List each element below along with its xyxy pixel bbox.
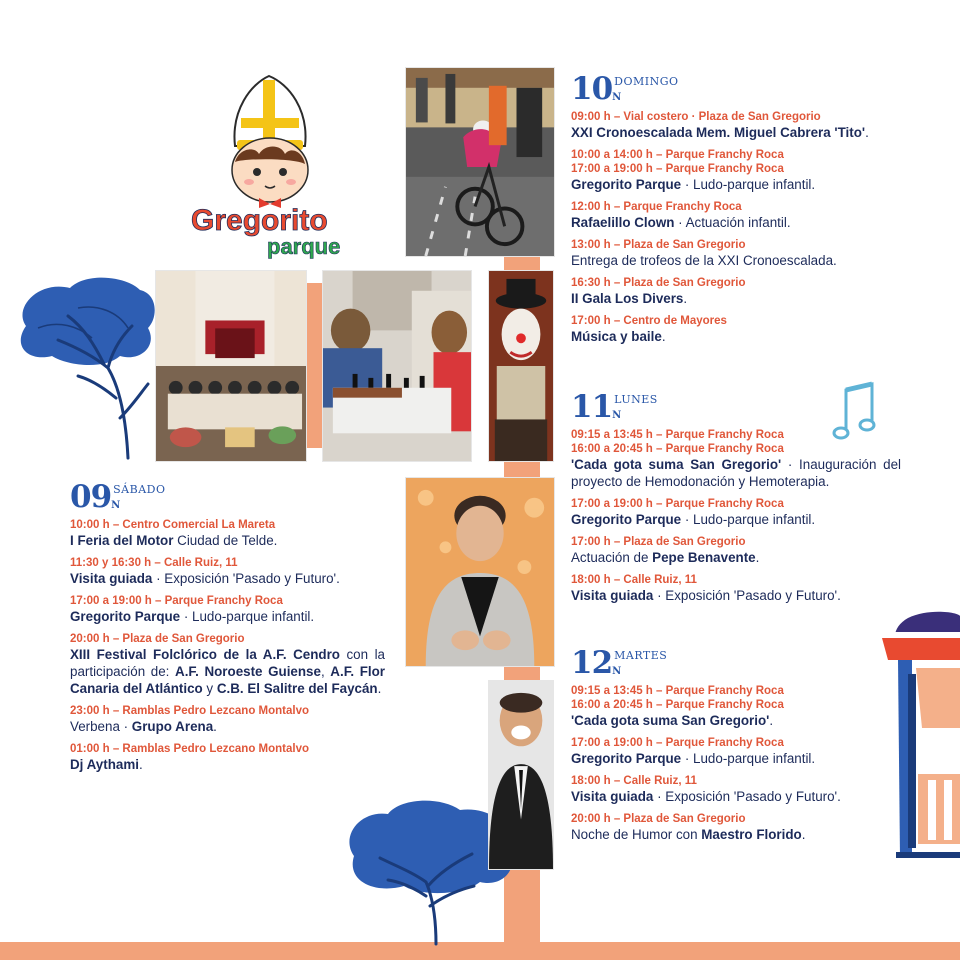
event-title: Gregorito Parque · Ludo-parque infantil. bbox=[70, 609, 315, 624]
event-time: 20:00 h – Plaza de San Gregorio bbox=[571, 813, 746, 825]
event-time-second: 16:00 a 20:45 h – Parque Franchy Roca bbox=[571, 699, 784, 711]
event-item bbox=[571, 110, 901, 141]
day-n-mark: N bbox=[612, 410, 622, 421]
event-item bbox=[571, 314, 901, 345]
day-header bbox=[571, 390, 901, 426]
event-item bbox=[571, 200, 901, 231]
event-time: 09:00 h – Vial costero · Plaza de San Gregorio bbox=[571, 111, 821, 123]
event-title: XIII Festival Folclórico de la A.F. Cendro con la participación de: A.F. Noroeste Guiense, A.F. Flor Canaria del Atlántico y C.B. El Salitre del Faycán. bbox=[70, 647, 386, 696]
event-title: Gregorito Parque · Ludo-parque infantil. bbox=[571, 177, 816, 192]
day-name: DOMINGO bbox=[614, 75, 679, 88]
event-title: Gregorito Parque · Ludo-parque infantil. bbox=[571, 512, 816, 527]
event-title: Actuación de Pepe Benavente. bbox=[571, 550, 760, 565]
photo-maestro-florido bbox=[488, 680, 554, 870]
day-header bbox=[70, 480, 385, 516]
event-time: 10:00 a 14:00 h – Parque Franchy Roca bbox=[571, 149, 784, 161]
event-time: 10:00 h – Centro Comercial La Mareta bbox=[70, 519, 276, 531]
event-item bbox=[571, 573, 901, 604]
day-number: 10 bbox=[571, 71, 613, 107]
event-title: Noche de Humor con Maestro Florido. bbox=[571, 827, 806, 842]
event-time: 17:00 a 19:00 h – Parque Franchy Roca bbox=[571, 498, 784, 510]
day-number: 11 bbox=[571, 389, 613, 425]
day-name: SÁBADO bbox=[113, 483, 166, 496]
event-item bbox=[571, 428, 901, 490]
event-time: 18:00 h – Calle Ruiz, 11 bbox=[571, 574, 697, 586]
event-title: Visita guiada · Exposición 'Pasado y Futuro'. bbox=[571, 588, 841, 603]
event-item bbox=[571, 276, 901, 307]
event-time: 20:00 h – Plaza de San Gregorio bbox=[70, 633, 245, 645]
day-header bbox=[571, 72, 901, 108]
day-11-schedule bbox=[571, 390, 901, 611]
event-item bbox=[571, 684, 901, 729]
event-title: 'Cada gota suma San Gregorio'. bbox=[571, 713, 774, 728]
event-title: Verbena · Grupo Arena. bbox=[70, 719, 217, 734]
event-title: Gregorito Parque · Ludo-parque infantil. bbox=[571, 751, 816, 766]
event-time: 01:00 h – Ramblas Pedro Lezcano Montalvo bbox=[70, 743, 310, 755]
day-10-schedule bbox=[571, 72, 901, 352]
event-time: 17:00 a 19:00 h – Parque Franchy Roca bbox=[70, 595, 283, 607]
event-time-second: 16:00 a 20:45 h – Parque Franchy Roca bbox=[571, 443, 784, 455]
event-time: 09:15 a 13:45 h – Parque Franchy Roca bbox=[571, 685, 784, 697]
event-item bbox=[571, 736, 901, 767]
event-time: 11:30 y 16:30 h – Calle Ruiz, 11 bbox=[70, 557, 238, 569]
event-title: Entrega de trofeos de la XXI Cronoescalada. bbox=[571, 253, 837, 268]
gregorito-parque-logo bbox=[185, 70, 375, 260]
photo-cyclist bbox=[405, 67, 555, 257]
event-item bbox=[70, 556, 385, 587]
event-title: Rafaelillo Clown · Actuación infantil. bbox=[571, 215, 791, 230]
photo-clown bbox=[488, 270, 554, 462]
day-name: MARTES bbox=[614, 649, 668, 662]
event-item bbox=[571, 812, 901, 843]
event-title: XXI Cronoescalada Mem. Miguel Cabrera 'Tito'. bbox=[571, 125, 869, 140]
photo-folk-festival bbox=[155, 270, 307, 462]
day-number: 09 bbox=[70, 479, 112, 515]
photo-kids-chess bbox=[322, 270, 472, 462]
event-item bbox=[571, 148, 901, 193]
day-header bbox=[571, 646, 901, 682]
event-time: 12:00 h – Parque Franchy Roca bbox=[571, 201, 742, 213]
event-title: II Gala Los Divers. bbox=[571, 291, 688, 306]
event-item bbox=[70, 594, 385, 625]
blue-tree-left-illustration bbox=[8, 268, 158, 463]
day-n-mark: N bbox=[612, 92, 622, 103]
logo-wordmark-gregorito: Gregorito bbox=[191, 204, 328, 237]
event-title: 'Cada gota suma San Gregorio' · Inauguración del proyecto de Hemodonación y Hemoterapia. bbox=[571, 457, 902, 489]
day-09-schedule bbox=[70, 480, 385, 780]
event-item bbox=[70, 518, 385, 549]
day-number: 12 bbox=[571, 645, 613, 681]
day-n-mark: N bbox=[111, 500, 121, 511]
event-time: 09:15 a 13:45 h – Parque Franchy Roca bbox=[571, 429, 784, 441]
event-time: 17:00 a 19:00 h – Parque Franchy Roca bbox=[571, 737, 784, 749]
event-item bbox=[571, 774, 901, 805]
logo-wordmark-parque: parque bbox=[267, 234, 341, 259]
event-time: 18:00 h – Calle Ruiz, 11 bbox=[571, 775, 697, 787]
event-time: 17:00 h – Centro de Mayores bbox=[571, 315, 727, 327]
event-item bbox=[70, 632, 385, 697]
event-title: Visita guiada · Exposición 'Pasado y Futuro'. bbox=[571, 789, 841, 804]
event-time: 13:00 h – Plaza de San Gregorio bbox=[571, 239, 746, 251]
event-title: Música y baile. bbox=[571, 329, 666, 344]
event-title: Dj Aythami. bbox=[70, 757, 143, 772]
event-time: 16:30 h – Plaza de San Gregorio bbox=[571, 277, 746, 289]
event-title: I Feria del Motor Ciudad de Telde. bbox=[70, 533, 278, 548]
photo-pepe-benavente bbox=[405, 477, 555, 667]
event-item bbox=[70, 742, 385, 773]
event-time-second: 17:00 a 19:00 h – Parque Franchy Roca bbox=[571, 163, 784, 175]
event-time: 23:00 h – Ramblas Pedro Lezcano Montalvo bbox=[70, 705, 310, 717]
event-time: 17:00 h – Plaza de San Gregorio bbox=[571, 536, 746, 548]
event-title: Visita guiada · Exposición 'Pasado y Futuro'. bbox=[70, 571, 340, 586]
event-item bbox=[571, 497, 901, 528]
day-12-schedule bbox=[571, 646, 901, 850]
event-item bbox=[571, 535, 901, 566]
event-item bbox=[70, 704, 385, 735]
day-name: LUNES bbox=[614, 393, 658, 406]
event-item bbox=[571, 238, 901, 269]
day-n-mark: N bbox=[612, 666, 622, 677]
